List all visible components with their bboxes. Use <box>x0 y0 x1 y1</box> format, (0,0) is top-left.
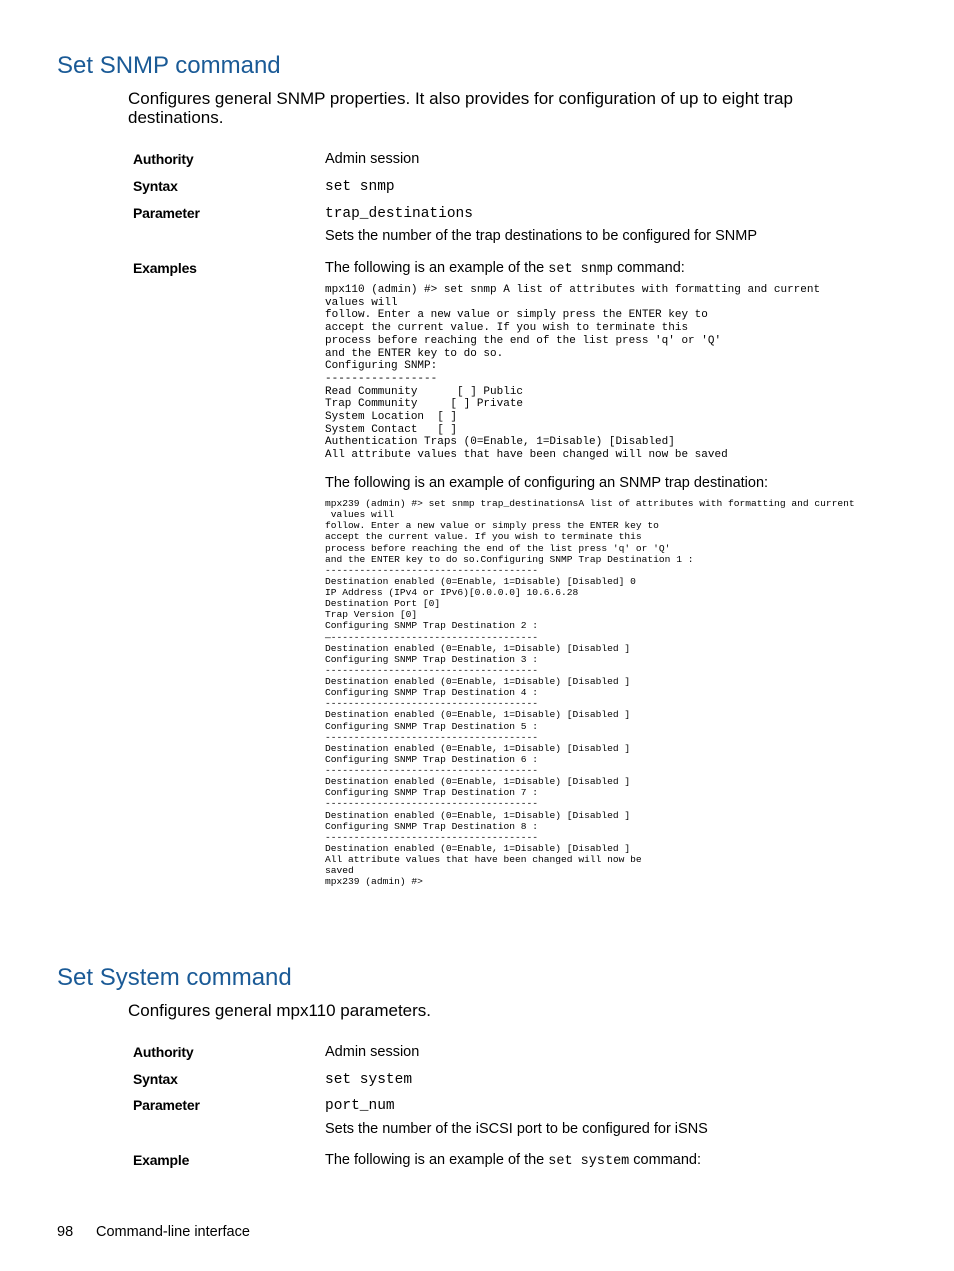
inline-code: set snmp <box>548 262 614 277</box>
system-example-intro: The following is an example of the set system command: <box>325 1152 702 1169</box>
snmp-authority-label: Authority <box>133 151 194 167</box>
snmp-authority-value: Admin session <box>325 151 420 167</box>
system-parameter-description: Sets the number of the iSCSI port to be configured for iSNS <box>325 1121 708 1137</box>
system-authority-label: Authority <box>133 1044 194 1060</box>
snmp-parameter-label: Parameter <box>133 205 200 221</box>
snmp-examples-label: Examples <box>133 260 197 276</box>
snmp-syntax-label: Syntax <box>133 178 178 194</box>
system-syntax-value: set system <box>325 1072 413 1088</box>
snmp-example1-code: mpx110 (admin) #> set snmp A list of attributes with formatting and current values will follow. Enter a new value or simply press the ENTER key to accept the current value. If you wish to terminate this process before reaching the end of the list press 'q' or 'Q' and the ENTER key to do so. Configuring SNMP: ----------------- Read Community [ ] Public Trap Community [ ] Private System Location [ ] System Contact [ ] Authentication Traps (0=Enable, 1=Disable) [Disabled] All attribute values that have been changed will now be saved <box>325 284 821 462</box>
snmp-syntax-value: set snmp <box>325 179 395 195</box>
snmp-parameter-name: trap_destinations <box>325 206 473 222</box>
system-authority-value: Admin session <box>325 1044 420 1060</box>
system-example-label: Example <box>133 1152 190 1168</box>
snmp-example2-intro: The following is an example of configuring an SNMP trap destination: <box>325 475 769 491</box>
system-parameter-name: port_num <box>325 1098 395 1114</box>
system-syntax-label: Syntax <box>133 1071 178 1087</box>
page-number: 98 <box>57 1224 74 1240</box>
system-intro: Configures general mpx110 parameters. <box>128 1001 432 1020</box>
snmp-example2-code: mpx239 (admin) #> set snmp trap_destinationsA list of attributes with formatting and current values will follow. Enter a new value or simply press the ENTER key to accept the current value. If you wish to terminate this process before reaching the end of the list press 'q' or 'Q' and the ENTER key to do so.Configuring SNMP Trap Destination 1 : ------------------------------------- Destination enabled (0=Enable, 1=Disable) [Disabled] 0 IP Address (IPv4 or IPv6)[0.0.0.0] 10.6.6.28 Destination Port [0] Trap Version [0] Configuring SNMP Trap Destination 2 : —------------------------------------ Destination enabled (0=Enable, 1=Disable) [Disabled ] Configuring SNMP Trap Destination 3 : ------------------------------------- Destination enabled (0=Enable, 1=Disable) [Disabled ] Configuring SNMP Trap Destination 4 : ------------------------------------- Destination enabled (0=Enable, 1=Disable) [Disabled ] Configuring SNMP Trap Destination 5 : ------------------------------------- Destination enabled (0=Enable, 1=Disable) [Disabled ] Configuring SNMP Trap Destination 6 : ------------------------------------- Destination enabled (0=Enable, 1=Disable) [Disabled ] Configuring SNMP Trap Destination 7 : ------------------------------------- Destination enabled (0=Enable, 1=Disable) [Disabled ] Configuring SNMP Trap Destination 8 : ------------------------------------- Destination enabled (0=Enable, 1=Disable) [Disabled ] All attribute values that have been changed will now be saved mpx239 (admin) #> <box>325 498 855 888</box>
system-parameter-label: Parameter <box>133 1097 200 1113</box>
snmp-example1-intro: The following is an example of the set snmp command: <box>325 260 685 277</box>
snmp-section-title: Set SNMP command <box>57 52 281 79</box>
system-section-title: Set System command <box>57 964 292 991</box>
snmp-parameter-description: Sets the number of the trap destinations to be configured for SNMP <box>325 228 758 244</box>
footer-section-title: Command-line interface <box>96 1224 250 1240</box>
inline-code: set system <box>548 1154 630 1169</box>
snmp-intro: Configures general SNMP properties. It also provides for configuration of up to eight trap destinations. <box>128 89 793 127</box>
